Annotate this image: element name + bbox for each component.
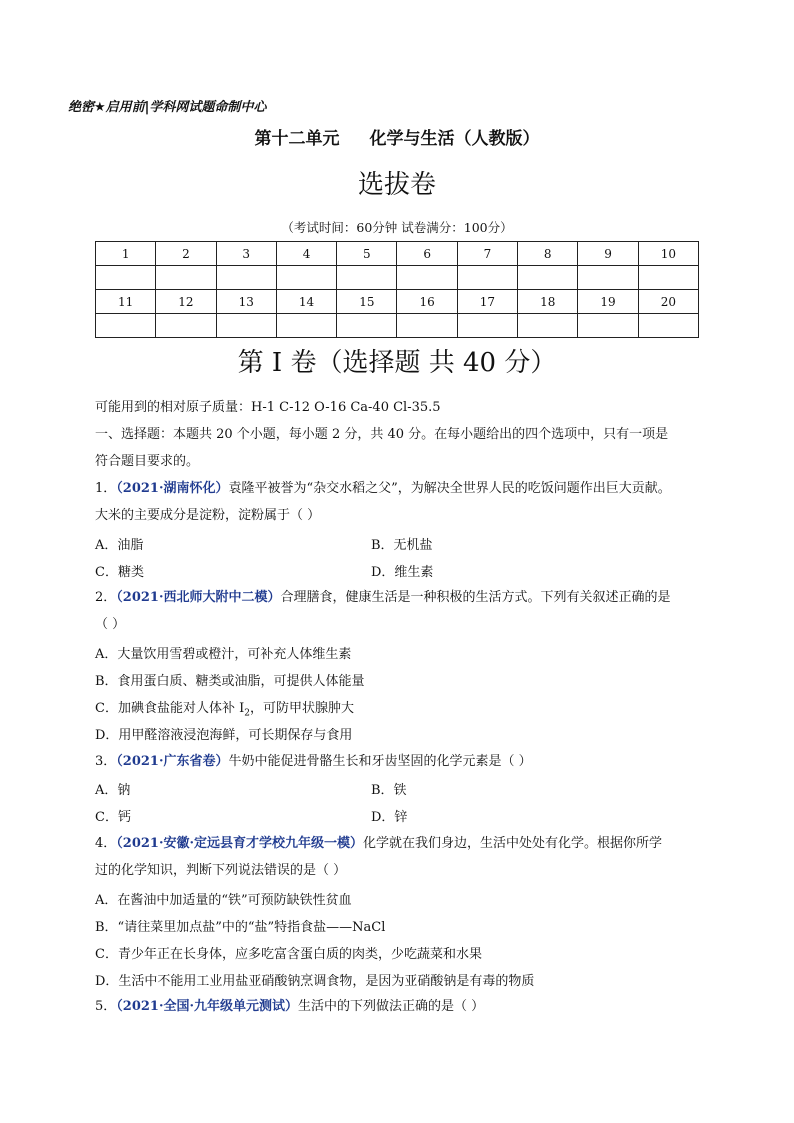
question-3 bbox=[95, 752, 532, 772]
confidential-header: 绝密★启用前|学科网试题命制中心 bbox=[68, 100, 267, 115]
answer-table-cell: 8 bbox=[518, 242, 578, 266]
paper-type-title: 选拔卷 bbox=[357, 170, 436, 200]
answer-blank[interactable] bbox=[337, 314, 397, 338]
answer-table-cell: 5 bbox=[337, 242, 397, 266]
question-text: 化学就在我们身边，生活中处处有化学。根据你所学 bbox=[363, 836, 663, 851]
question-text: 牛奶中能促进骨骼生长和牙齿坚固的化学元素是（ ） bbox=[228, 754, 532, 769]
question-number: 4． bbox=[95, 836, 117, 851]
answer-table-cell: 1 bbox=[96, 242, 156, 266]
instructions-line: 一、选择题：本题共 20 个小题，每小题 2 分，共 40 分。在每小题给出的四个选项中，只有一项是 bbox=[95, 427, 669, 442]
answer-table-cell: 10 bbox=[638, 242, 698, 266]
question-source: （2021·湖南怀化） bbox=[116, 481, 229, 496]
option[interactable]: A．钠 bbox=[95, 783, 131, 798]
answer-table-cell: 7 bbox=[457, 242, 517, 266]
question-number: 1． bbox=[95, 481, 117, 496]
question-text: 合理膳食，健康生活是一种积极的生活方式。下列有关叙述正确的是 bbox=[280, 590, 671, 605]
answer-table-cell: 3 bbox=[216, 242, 276, 266]
question-number: 3． bbox=[95, 754, 117, 769]
atomic-mass-line: 可能用到的相对原子质量：H-1 C-12 O-16 Ca-40 Cl-35.5 bbox=[95, 400, 441, 415]
answer-blank[interactable] bbox=[276, 266, 336, 290]
volume-title: 第 I 卷（选择题 共 40 分） bbox=[237, 348, 557, 378]
unit-title bbox=[0, 124, 794, 149]
answer-table-cell: 12 bbox=[156, 290, 216, 314]
question-text: 大米的主要成分是淀粉，淀粉属于（ ） bbox=[95, 508, 321, 523]
option[interactable]: C．糖类 bbox=[95, 565, 144, 580]
question-text: 袁隆平被誉为“杂交水稻之父”，为解决全世界人民的吃饭问题作出巨大贡献。 bbox=[228, 481, 671, 496]
answer-table-blank-row bbox=[96, 266, 699, 290]
answer-blank[interactable] bbox=[276, 314, 336, 338]
option[interactable]: A．在酱油中加适量的“铁”可预防缺铁性贫血 bbox=[95, 893, 352, 908]
answer-table-cell: 19 bbox=[578, 290, 638, 314]
answer-blank[interactable] bbox=[96, 266, 156, 290]
answer-table-header-row bbox=[96, 242, 699, 266]
answer-blank[interactable] bbox=[96, 314, 156, 338]
question-number: 2． bbox=[95, 590, 117, 605]
answer-blank[interactable] bbox=[518, 266, 578, 290]
question-source: （2021·安徽·定远县育才学校九年级一模） bbox=[116, 836, 364, 851]
answer-blank[interactable] bbox=[397, 314, 457, 338]
answer-blank[interactable] bbox=[397, 266, 457, 290]
option[interactable]: B．“请往菜里加点盐”中的“盐”特指食盐——NaCl bbox=[95, 920, 386, 935]
option[interactable]: B．食用蛋白质、糖类或油脂，可提供人体能量 bbox=[95, 674, 365, 689]
option[interactable]: D．维生素 bbox=[371, 565, 434, 580]
question-2 bbox=[95, 588, 671, 608]
question-4 bbox=[95, 834, 662, 854]
answer-table-cell: 13 bbox=[216, 290, 276, 314]
answer-table-cell: 9 bbox=[578, 242, 638, 266]
answer-blank[interactable] bbox=[457, 314, 517, 338]
option[interactable]: D．生活中不能用工业用盐亚硝酸钠烹调食物，是因为亚硝酸钠是有毒的物质 bbox=[95, 974, 535, 989]
answer-table-blank-row bbox=[96, 314, 699, 338]
instructions-line: 符合题目要求的。 bbox=[95, 454, 200, 469]
exam-info: （考试时间：60分钟 试卷满分：100分） bbox=[281, 220, 513, 235]
answer-blank[interactable] bbox=[638, 314, 698, 338]
question-5 bbox=[95, 997, 484, 1017]
answer-blank[interactable] bbox=[578, 314, 638, 338]
option[interactable]: C．青少年正在长身体，应多吃富含蛋白质的肉类，少吃蔬菜和水果 bbox=[95, 947, 482, 962]
question-source: （2021·广东省卷） bbox=[116, 754, 229, 769]
option[interactable]: C．钙 bbox=[95, 810, 131, 825]
answer-blank[interactable] bbox=[156, 314, 216, 338]
answer-blank[interactable] bbox=[156, 266, 216, 290]
option[interactable]: B．无机盐 bbox=[371, 538, 433, 553]
answer-blank[interactable] bbox=[638, 266, 698, 290]
option[interactable]: C．加碘食盐能对人体补 $I_2$，可防甲状腺肿大 bbox=[95, 701, 354, 719]
answer-table-cell: 4 bbox=[276, 242, 336, 266]
question-source: （2021·全国·九年级单元测试） bbox=[116, 999, 299, 1014]
answer-table-cell: 11 bbox=[96, 290, 156, 314]
answer-table-cell: 18 bbox=[518, 290, 578, 314]
question-source: （2021·西北师大附中二模） bbox=[116, 590, 281, 605]
question-number: 5． bbox=[95, 999, 117, 1014]
answer-blank[interactable] bbox=[337, 266, 397, 290]
answer-blank[interactable] bbox=[457, 266, 517, 290]
answer-table-cell: 15 bbox=[337, 290, 397, 314]
answer-table bbox=[95, 241, 699, 338]
answer-table-cell: 16 bbox=[397, 290, 457, 314]
answer-blank[interactable] bbox=[216, 314, 276, 338]
answer-blank[interactable] bbox=[578, 266, 638, 290]
question-text: 过的化学知识，判断下列说法错误的是（ ） bbox=[95, 863, 347, 878]
question-text: 生活中的下列做法正确的是（ ） bbox=[298, 999, 485, 1014]
option[interactable]: B．铁 bbox=[371, 783, 407, 798]
answer-table-cell: 14 bbox=[276, 290, 336, 314]
question-text: （ ） bbox=[95, 617, 126, 632]
subject-title: 化学与生活（人教版） bbox=[369, 129, 540, 149]
answer-table-cell: 6 bbox=[397, 242, 457, 266]
option[interactable]: D．锌 bbox=[371, 810, 408, 825]
answer-table-header-row bbox=[96, 290, 699, 314]
option[interactable]: A．大量饮用雪碧或橙汁，可补充人体维生素 bbox=[95, 647, 352, 662]
answer-blank[interactable] bbox=[216, 266, 276, 290]
answer-table-cell: 17 bbox=[457, 290, 517, 314]
answer-table-cell: 2 bbox=[156, 242, 216, 266]
option[interactable]: A．油脂 bbox=[95, 538, 144, 553]
answer-table-cell: 20 bbox=[638, 290, 698, 314]
unit-number: 第十二单元 bbox=[254, 129, 340, 149]
answer-blank[interactable] bbox=[518, 314, 578, 338]
option[interactable]: D．用甲醛溶液浸泡海鲜，可长期保存与食用 bbox=[95, 728, 353, 743]
question-1 bbox=[95, 479, 671, 499]
